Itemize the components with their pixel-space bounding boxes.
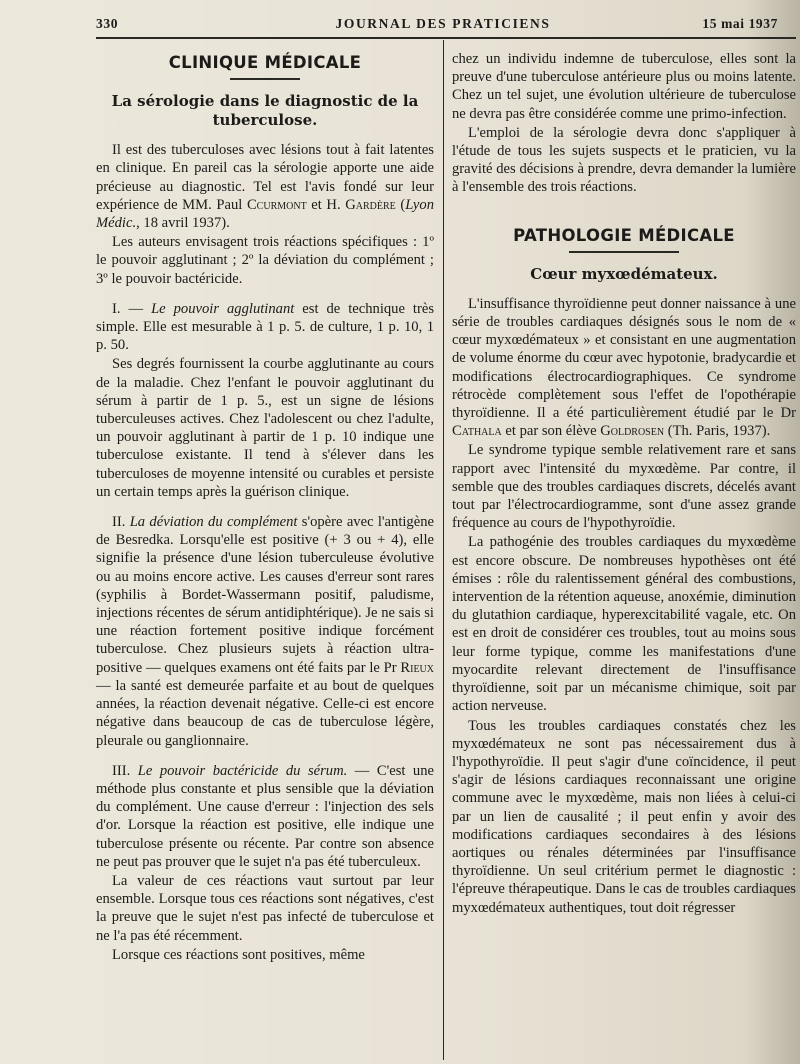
left-column [96, 50, 434, 964]
running-header [96, 14, 790, 34]
paragraph: III. Le pouvoir bactéricide du sérum. — C'est une méthode plus constante et plus sensible que la déviation du complément. Une cause d'erreur : l'injection des sels d'or. Lorsque la réaction est positive, elle indique une tuberculose présente ou récente. Par contre son absence ne peut pas prouver que le sujet n'a pas été tuberculeux. [96, 762, 434, 870]
paragraph: Lorsque ces réactions sont positives, même [112, 946, 365, 963]
author-name: Cathala [452, 423, 502, 440]
article-title-coeur: Cœur myxœdémateux. [530, 264, 718, 283]
paragraph: chez un individu indemne de tuberculose, elles sont la preuve d'une tuberculose antérieure plus ou moins latente. Chez un tel sujet, une évolution ultérieure de tuberculose ne devra pas être considérée comme une primo-infection. [452, 51, 796, 122]
header-rule [96, 37, 796, 39]
section-rule [230, 78, 300, 80]
paragraph: Les auteurs envisagent trois réactions spécifiques : 1º le pouvoir agglutinant ; 2º la déviation du complément ; 3º le pouvoir bactéricide. [96, 234, 434, 287]
paragraph: II. La déviation du complément s'opère avec l'antigène de Besredka. Lorsqu'elle est positive (+ 3 ou + 4), elle signifie la présence d'une lésion tuberculeuse évolutive ou au moins encore active. Les causes d'erreur sont rares (syphilis à Bordet-Wassermann positif, paludisme, injections récentes de sérum antidiphtérique). Je ne sais si une réaction fortement positive indique forcément tuberculose. Chez plusieurs sujets à réaction ultra-positive — quelques examens ont été faits par le Pr Rieux — la santé est demeurée parfaite et au bout de quelques années, la réaction devenait négative. Celle-ci est encore négative dans beaucoup de cas de tuberculose légère, pleurale ou ganglionnaire. [96, 514, 434, 749]
paragraph: L'emploi de la sérologie devra donc s'appliquer à l'étude de tous les sujets suspects et le praticien, vu la gravité des décisions à prendre, devra demander la lumière à l'ensemble des trois réactions. [452, 124, 796, 196]
paragraph: I. — Le pouvoir agglutinant est de technique très simple. Elle est mesurable à 1 p. 5. de culture, 1 p. 10, 1 p. 50. [96, 300, 434, 354]
author-name: Gardère [345, 196, 396, 213]
paragraph: Il est des tuberculoses avec lésions tout à fait latentes en clinique. En pareil cas la sérologie apporte une aide précieuse au diagnostic. Tel est l'avis fondé sur leur expérience de MM. Paul Ccurmont et H. Gardère (Lyon Médic., 18 avril 1937). [96, 142, 434, 232]
column-divider [443, 40, 444, 1060]
issue-date: 15 mai 1937 [702, 16, 778, 31]
page-number: 330 [96, 16, 119, 31]
paragraph: Le syndrome typique semble relativement rare et sans rapport avec l'intensité du myxœdème. Par contre, il semble que des troubles cardiaques discrets, décelés avant tout par l'électrocardiogramme, sont d'une assez grande fréquence au cours de l'hypothyroïdie. [452, 442, 796, 532]
author-name: Goldrosen [600, 423, 665, 440]
section-rule [569, 251, 679, 253]
journal-title: JOURNAL DES PRATICIENS [335, 16, 551, 31]
paragraph: L'insuffisance thyroïdienne peut donner naissance à une série de troubles cardiaques désignés sous le nom de « cœur myxœdémateux » et consistant en une augmentation de volume énorme du cœur avec hypotonie, bradycardie et modifications électrocardiographiques. Ce syndrome rétrocède complètement sous l'effet de l'opothérapie thyroïdienne. Il a été particulièrement étudié par le Dr Cathala et par son élève Goldrosen (Th. Paris, 1937). [452, 295, 796, 440]
author-name: Ccurmont [246, 196, 307, 213]
article-title-serologie: La sérologie dans le diagnostic de la tuberculose. [111, 92, 419, 130]
section-title-pathologie: PATHOLOGIE MÉDICALE [513, 225, 735, 245]
paragraph: Tous les troubles cardiaques constatés chez les myxœdémateux ne sont pas nécessairement dus à l'hypothyroïdie. Il peut s'agir d'une coïncidence, il peut s'agir de lésions cardiaques reconnaissant une origine commune avec le myxœdème, mais non liées à celui-ci par un lien de causalité ; il peut enfin y avoir des modifications cardiaques secondaires à des lésions aortiques ou rénales déterminées par l'insuffisance thyroïdienne. Un seul critérium permet le diagnostic : l'épreuve thérapeutique. Dans le cas de troubles cardiaques myxœdémateux authentiques, tout doit régresser [452, 717, 796, 916]
author-name: Rieux [400, 659, 434, 676]
section-title-clinique: CLINIQUE MÉDICALE [168, 53, 362, 72]
paragraph: La pathogénie des troubles cardiaques du myxœdème est encore obscure. De nombreuses hypothèses ont été émises : rôle du ralentissement général des combustions, intervention de la rétention aqueuse, anoxémie, diminution du glutathion cardiaque, hyperexcitabilité vagale, etc. On est en droit de considérer ces troubles, tout au moins sous leur forme typique, comme les manifestations d'une myocardite relevant directement de l'insuffisance thyroïdienne, soit par un mécanisme chimique, soit par action nerveuse. [452, 534, 796, 715]
journal-reference: Lyon Médic. [96, 196, 434, 232]
right-column [452, 50, 796, 917]
paragraph: La valeur de ces réactions vaut surtout par leur ensemble. Lorsque tous ces réactions sont négatives, c'est la preuve que le sujet n'est pas infecté de tuberculose et ne l'a pas été récemment. [96, 872, 434, 944]
paragraph: Ses degrés fournissent la courbe agglutinante au cours de la maladie. Chez l'enfant le pouvoir agglutinant du sérum à partir de 1 p. 5., est un signe de lésions tuberculeuses actives. Chez l'adolescent ou chez l'adulte, un pouvoir agglutinant à partir de 1 p. 10 indique une tuberculose existante. Il tend à s'élever dans les tuberculoses de moyenne intensité ou curables et persiste un certain temps après la guérison clinique. [96, 356, 434, 500]
